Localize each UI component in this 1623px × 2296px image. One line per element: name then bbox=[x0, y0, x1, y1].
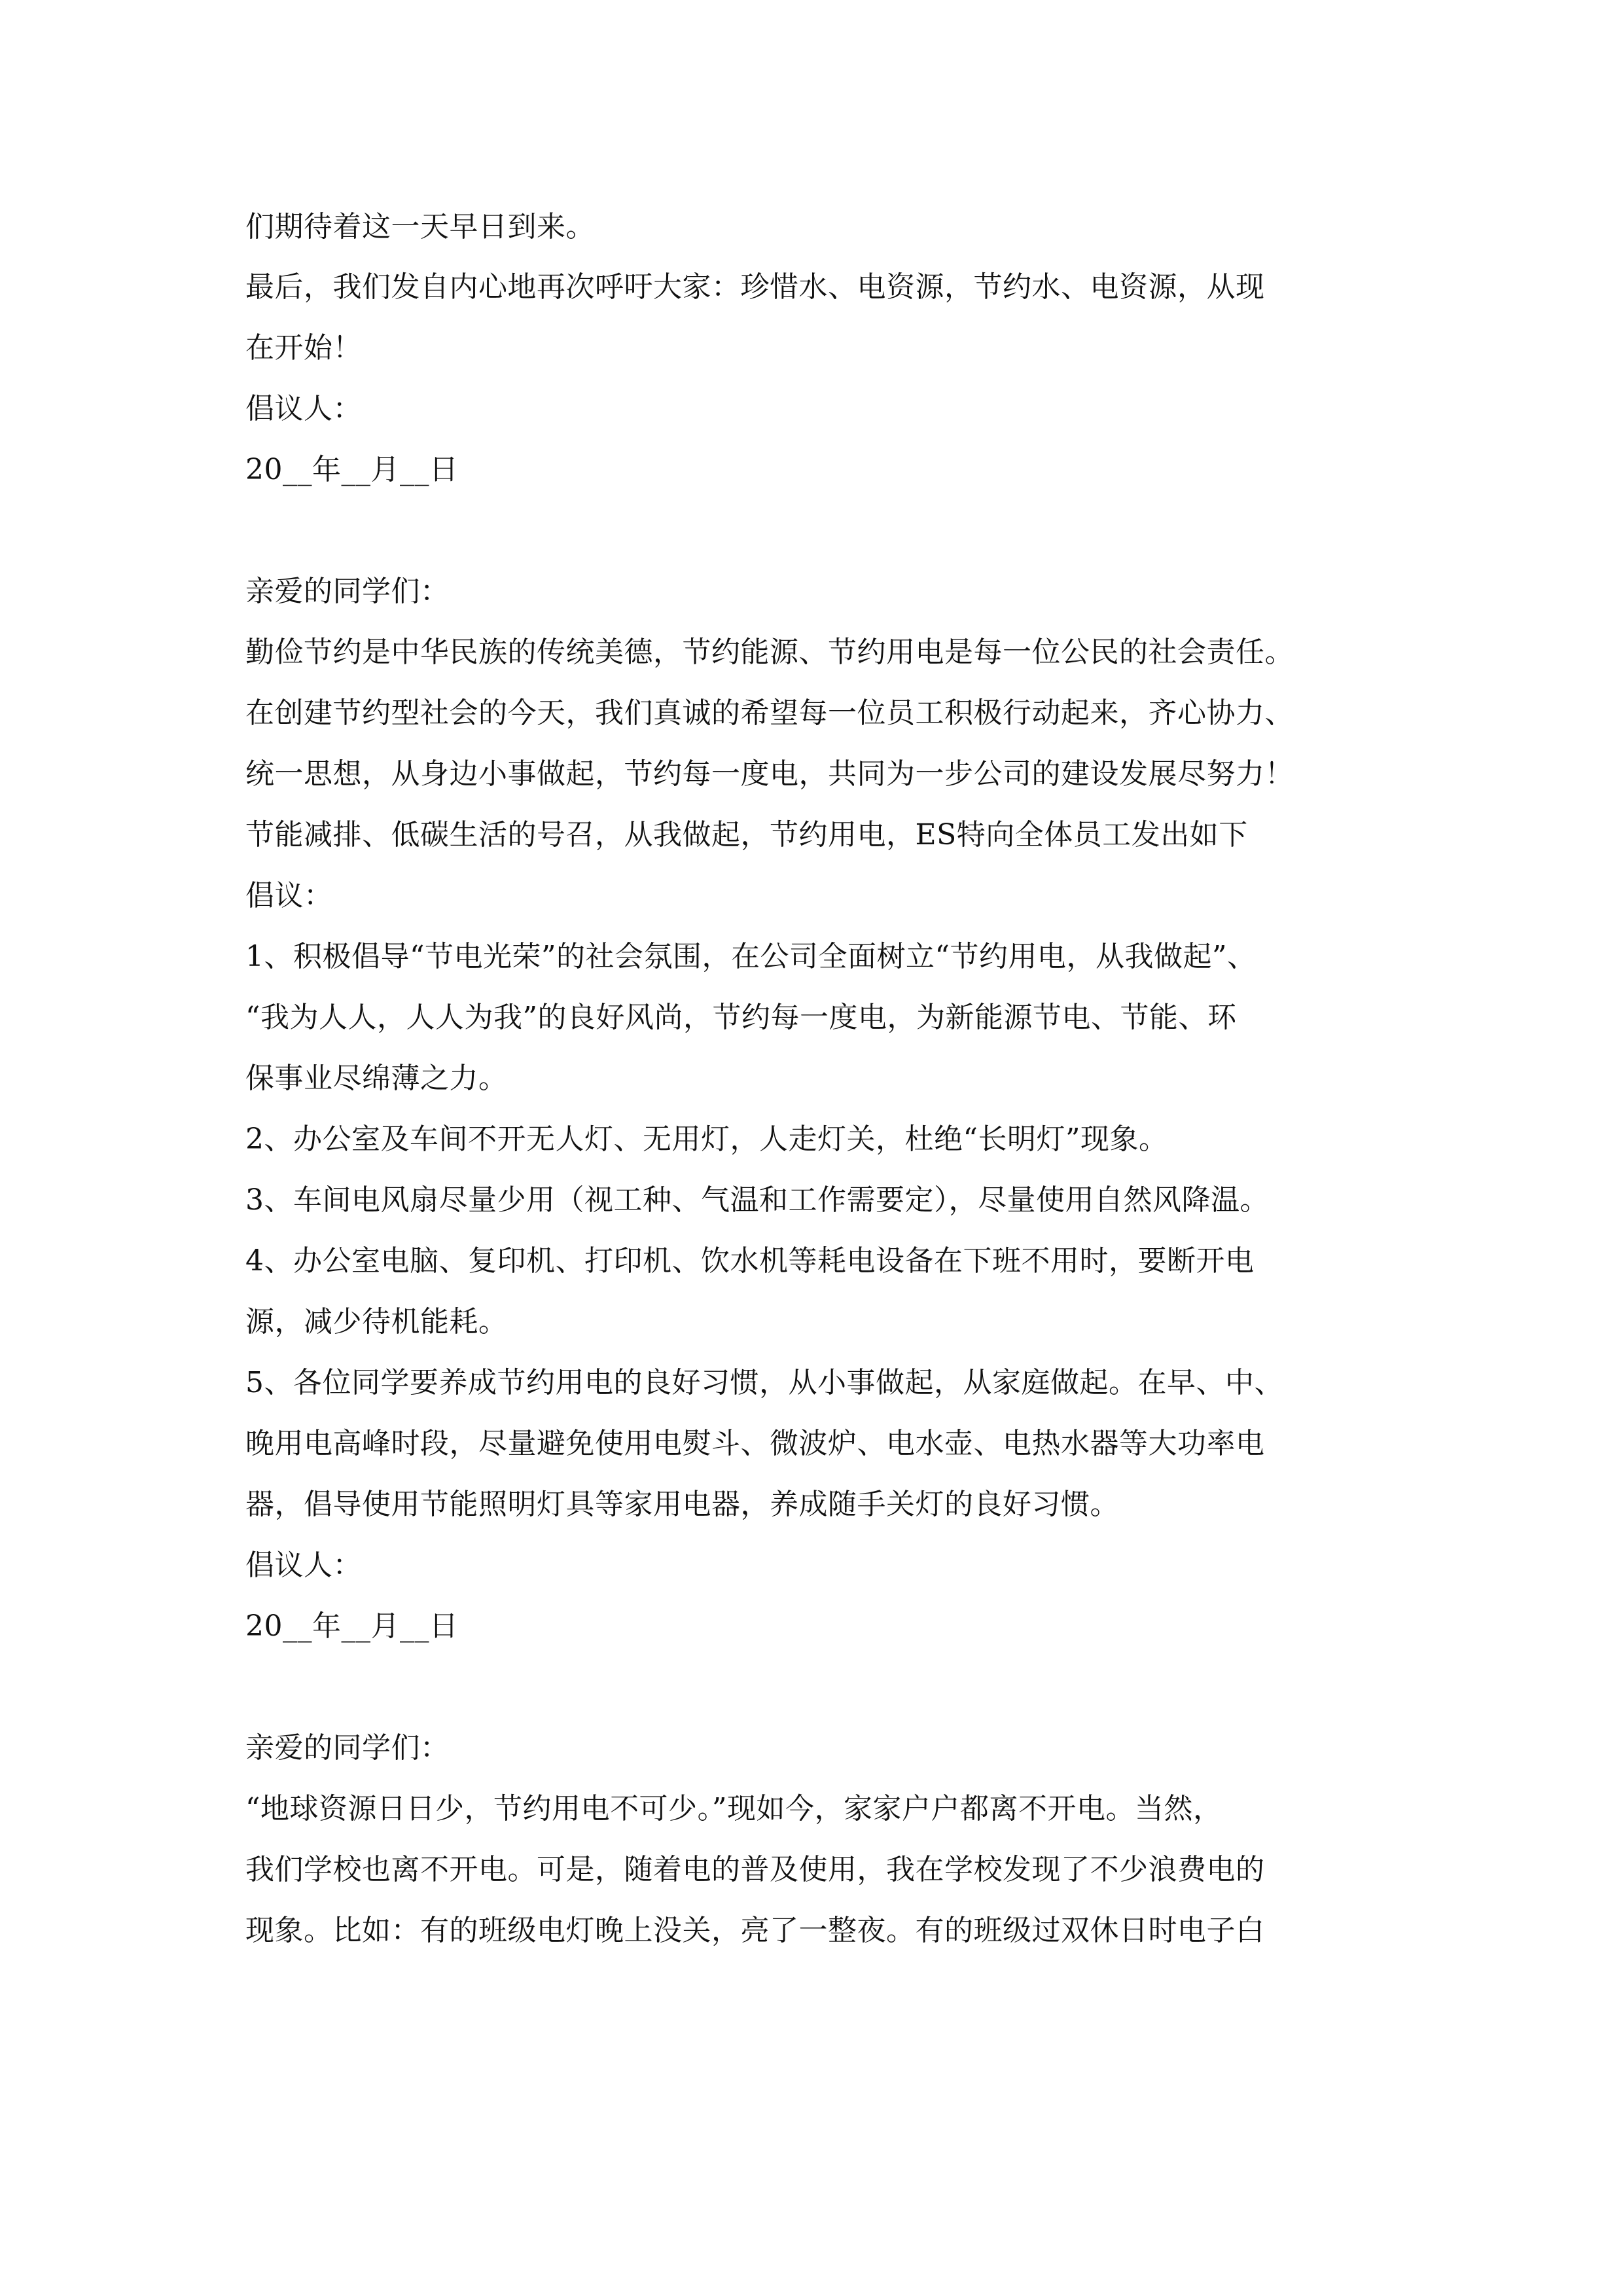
section2-item1-line-1: 1、积极倡导“节电光荣”的社会氛围，在公司全面树立“节约用电，从我做起”、 bbox=[245, 940, 1257, 973]
section2-greeting: 亲爱的同学们： bbox=[245, 575, 450, 608]
section2-line-2: 在创建节约型社会的今天，我们真诚的希望每一位员工积极行动起来，齐心协力、 bbox=[245, 696, 1294, 730]
section2-item4-line-1: 4、办公室电脑、复印机、打印机、饮水机等耗电设备在下班不用时，要断开电 bbox=[245, 1244, 1255, 1278]
section3-line-1: “地球资源日日少，节约用电不可少。”现如今，家家户户都离不开电。当然， bbox=[245, 1792, 1222, 1825]
section1-line-3: 在开始！ bbox=[245, 331, 362, 365]
section1-date: 20__年__月__日 bbox=[245, 453, 459, 486]
section1-line-1: 们期待着这一天早日到来。 bbox=[245, 210, 595, 243]
section3-line-3: 现象。比如：有的班级电灯晚上没关，亮了一整夜。有的班级过双休日时电子白 bbox=[245, 1914, 1265, 1947]
section2-item4-line-2: 源，减少待机能耗。 bbox=[245, 1305, 508, 1338]
section2-item5-line-1: 5、各位同学要养成节约用电的良好习惯，从小事做起，从家庭做起。在早、中、 bbox=[245, 1366, 1283, 1399]
section2-line-1: 勤俭节约是中华民族的传统美德，节约能源、节约用电是每一位公民的社会责任。 bbox=[245, 636, 1294, 669]
section1-signer: 倡议人： bbox=[245, 392, 362, 425]
section2-signer: 倡议人： bbox=[245, 1549, 362, 1582]
section2-item2: 2、办公室及车间不开无人灯、无用灯，人走灯关，杜绝“长明灯”现象。 bbox=[245, 1122, 1168, 1156]
section1-line-2: 最后，我们发自内心地再次呼吁大家：珍惜水、电资源，节约水、电资源，从现 bbox=[245, 270, 1265, 304]
section2-line-3: 统一思想，从身边小事做起，节约每一度电，共同为一步公司的建设发展尽努力！ bbox=[245, 757, 1294, 791]
section2-item1-line-2: “我为人人，人人为我”的良好风尚，节约每一度电，为新能源节电、节能、环 bbox=[245, 1001, 1237, 1034]
section2-item5-line-3: 器，倡导使用节能照明灯具等家用电器，养成随手关灯的良好习惯。 bbox=[245, 1488, 1119, 1521]
section2-item1-line-3: 保事业尽绵薄之力。 bbox=[245, 1062, 508, 1095]
section3-greeting: 亲爱的同学们： bbox=[245, 1731, 450, 1765]
section2-item3: 3、车间电风扇尽量少用（视工种、气温和工作需要定），尽量使用自然风降温。 bbox=[245, 1183, 1269, 1217]
section3-line-2: 我们学校也离不开电。可是，随着电的普及使用，我在学校发现了不少浪费电的 bbox=[245, 1853, 1265, 1886]
section2-item5-line-2: 晚用电高峰时段，尽量避免使用电熨斗、微波炉、电水壶、电热水器等大功率电 bbox=[245, 1427, 1265, 1460]
section2-line-4: 节能减排、低碳生活的号召，从我做起，节约用电，ES特向全体员工发出如下 bbox=[245, 818, 1248, 852]
section2-line-5: 倡议： bbox=[245, 879, 333, 912]
section2-date: 20__年__月__日 bbox=[245, 1609, 459, 1643]
